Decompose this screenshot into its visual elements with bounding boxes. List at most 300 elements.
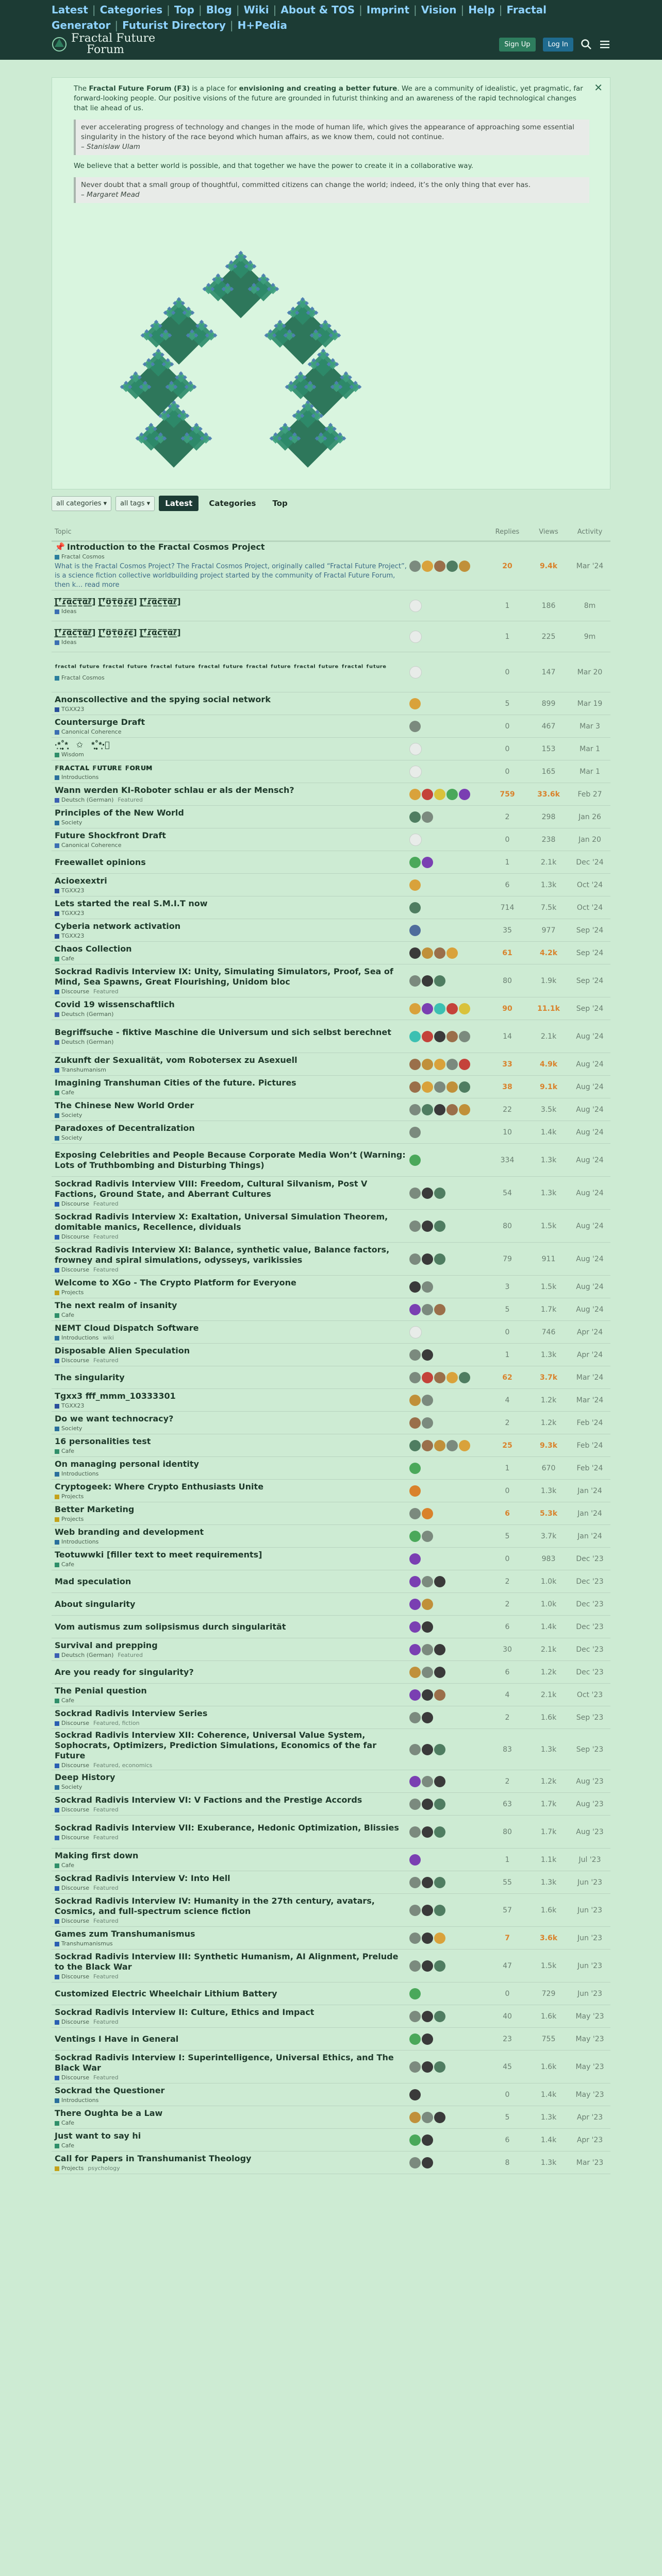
topic-row[interactable] (52, 1412, 610, 1434)
topic-row[interactable] (52, 919, 610, 942)
category-badge[interactable]: Society (55, 1784, 82, 1790)
topic-row[interactable] (52, 1548, 610, 1570)
topic-title[interactable]: Do we want technocracy? (55, 1414, 174, 1423)
topic-title[interactable]: Acioexextri (55, 876, 107, 886)
topic-row[interactable] (52, 692, 610, 715)
topic-title[interactable]: Lets started the real S.M.I.T now (55, 899, 208, 908)
avatar[interactable] (409, 2157, 421, 2168)
avatar[interactable] (409, 1349, 421, 1361)
topic-title[interactable]: Anonscollective and the spying social network (55, 694, 271, 704)
avatar[interactable] (446, 1003, 458, 1014)
topic-title[interactable]: 16 personalities test (55, 1436, 151, 1446)
avatar[interactable] (409, 1104, 421, 1115)
topic-row[interactable] (52, 652, 610, 692)
topic-title[interactable]: Sockrad Radivis Interview IV: Humanity in the 27th century, avatars, Cosmics, and full-spectrum science fiction (55, 1896, 375, 1916)
activity-date[interactable]: Jan '24 (577, 1532, 602, 1540)
avatar[interactable] (434, 1104, 445, 1115)
avatar[interactable] (422, 1599, 433, 1610)
avatar[interactable] (459, 1059, 470, 1070)
avatar[interactable] (409, 811, 421, 823)
avatar[interactable] (422, 1689, 433, 1701)
avatar[interactable] (409, 1440, 421, 1451)
topic-title[interactable]: Call for Papers in Transhumanist Theology (55, 2154, 252, 2163)
toplink-6[interactable]: Imprint (366, 4, 410, 16)
avatar[interactable] (409, 561, 421, 572)
avatar[interactable] (459, 1031, 470, 1042)
close-icon[interactable]: ✕ (594, 81, 603, 94)
topic-title[interactable]: [̲̅ᶠ̲̅ɾ̲̅α̲̅ϲ̲̅τ̲̅α̲̅ℓ̲̅] [̲̅ᶠ̲̅ʊ̲̅τ̲̅ʊ̲̅ɾ̲̅є̲̅] [̲̅ᶠ̲̅ɾ̲̅α̲̅ϲ̲̅τ̲̅α̲̅ℓ̲̅] (55, 597, 181, 606)
avatar[interactable] (422, 1905, 433, 1916)
category-badge[interactable]: Introductions (55, 2097, 98, 2104)
category-badge[interactable]: Discourse (55, 1266, 89, 1273)
topic-row[interactable] (52, 1020, 610, 1053)
login-button[interactable]: Log In (543, 38, 573, 52)
topic-tag[interactable]: wiki (103, 1334, 114, 1341)
topic-title[interactable]: Sockrad Radivis Interview III: Synthetic Humanism, AI Alignment, Prelude to the Black War (55, 1952, 399, 1972)
topic-row[interactable] (52, 1480, 610, 1502)
avatar[interactable] (409, 1744, 421, 1755)
category-badge[interactable]: Discourse (55, 1762, 89, 1769)
topic-title[interactable]: Imagining Transhuman Cities of the future. Pictures (55, 1078, 296, 1088)
topic-tag[interactable]: Featured (93, 1200, 119, 1207)
avatar[interactable] (409, 1395, 421, 1406)
activity-date[interactable]: Mar 1 (580, 767, 600, 776)
topic-row[interactable] (52, 1849, 610, 1871)
topic-title[interactable]: Sockrad Radivis Interview VIII: Freedom, Cultural Silvanism, Post V Factions, Ground State, and Aberrant Cultures (55, 1179, 368, 1199)
avatar[interactable] (409, 925, 421, 936)
topic-row[interactable] (52, 1210, 610, 1243)
toplink-0[interactable]: Latest (52, 4, 88, 16)
avatar[interactable] (422, 1221, 433, 1232)
topic-title[interactable]: [̲̅ᶠ̲̅ɾ̲̅α̲̅ϲ̲̅τ̲̅α̲̅ℓ̲̅] [̲̅ᶠ̲̅ʊ̲̅τ̲̅ʊ̲̅ɾ̲̅є̲̅] [̲̅ᶠ̲̅ɾ̲̅α̲̅ϲ̲̅τ̲̅α̲̅ℓ̲̅] (55, 628, 181, 637)
activity-date[interactable]: Jul '23 (578, 1855, 601, 1864)
activity-date[interactable]: Dec '23 (576, 1668, 604, 1676)
activity-date[interactable]: Aug '24 (576, 1082, 604, 1091)
avatar[interactable] (409, 1417, 421, 1429)
activity-date[interactable]: Mar '24 (576, 1373, 604, 1382)
topic-title[interactable]: The singularity (55, 1372, 125, 1382)
topic-row[interactable] (52, 1684, 610, 1706)
topic-row[interactable] (52, 828, 610, 851)
avatar[interactable] (446, 561, 458, 572)
avatar[interactable] (409, 1059, 421, 1070)
topic-title[interactable]: Customized Electric Wheelchair Lithium Battery (55, 1988, 277, 1998)
category-badge[interactable]: Wisdom (55, 751, 84, 758)
avatar[interactable] (409, 1031, 421, 1042)
avatar[interactable] (409, 1960, 421, 1972)
topic-title[interactable]: Cyberia network activation (55, 921, 181, 931)
topic-title[interactable]: Future Shockfront Draft (55, 831, 166, 840)
topic-row[interactable] (52, 1243, 610, 1276)
activity-date[interactable]: Apr '24 (576, 1328, 603, 1336)
avatar[interactable] (422, 1081, 433, 1093)
topic-title[interactable]: Tgxx3 fff_mmm_10333301 (55, 1391, 176, 1401)
activity-date[interactable]: Jun '23 (577, 1961, 602, 1970)
avatar[interactable] (422, 1003, 433, 1014)
topic-title[interactable]: Games zum Transhumanismus (55, 1929, 195, 1939)
avatar[interactable] (422, 1621, 433, 1633)
avatar[interactable] (422, 1440, 433, 1451)
avatar[interactable] (434, 1689, 445, 1701)
category-badge[interactable]: Canonical Coherence (55, 842, 121, 849)
category-badge[interactable]: Discourse (55, 1973, 89, 1980)
avatar[interactable] (409, 1905, 421, 1916)
category-badge[interactable]: Discourse (55, 2019, 89, 2025)
topic-tag[interactable]: Featured (93, 1266, 119, 1273)
activity-date[interactable]: Apr '24 (576, 1350, 603, 1359)
topic-row[interactable] (52, 806, 610, 828)
category-badge[interactable]: Cafe (55, 1697, 74, 1704)
avatar[interactable] (409, 1081, 421, 1093)
activity-date[interactable]: Dec '23 (576, 1577, 604, 1586)
avatar[interactable] (422, 1776, 433, 1787)
topic-row[interactable] (52, 1076, 610, 1098)
category-badge[interactable]: Introductions (55, 774, 98, 781)
avatar[interactable] (434, 1253, 445, 1265)
activity-date[interactable]: Jan '24 (577, 1509, 602, 1518)
avatar[interactable] (434, 1744, 445, 1755)
topic-row[interactable] (52, 1770, 610, 1793)
avatar[interactable] (422, 1799, 433, 1810)
activity-date[interactable]: Aug '24 (576, 1060, 604, 1069)
category-badge[interactable]: Discourse (55, 1885, 89, 1891)
toplink-1[interactable]: Categories (100, 4, 163, 16)
activity-date[interactable]: Sep '24 (576, 1004, 604, 1013)
avatar[interactable] (422, 1104, 433, 1115)
topic-title[interactable]: Freewallet opinions (55, 857, 146, 867)
category-badge[interactable]: Cafe (55, 1561, 74, 1568)
topic-title[interactable]: There Oughta be a Law (55, 2108, 163, 2118)
topic-row[interactable] (52, 1121, 610, 1144)
topic-row[interactable] (52, 1927, 610, 1950)
toplink-11[interactable]: H+Pedia (237, 19, 287, 31)
search-icon[interactable] (581, 39, 592, 50)
activity-date[interactable]: Apr '23 (576, 2136, 603, 2144)
category-badge[interactable]: Deutsch (German) (55, 796, 113, 803)
category-badge[interactable]: Cafe (55, 1448, 74, 1454)
activity-date[interactable]: Jun '23 (577, 1906, 602, 1914)
avatar[interactable] (434, 2112, 445, 2123)
category-badge[interactable]: Society (55, 1134, 82, 1141)
topic-title[interactable]: Countersurge Draft (55, 717, 145, 727)
avatar[interactable] (434, 1905, 445, 1916)
avatar[interactable] (409, 1799, 421, 1810)
topic-title[interactable]: The Penial question (55, 1686, 147, 1696)
avatar[interactable] (422, 1960, 433, 1972)
topic-title[interactable]: NEMT Cloud Dispatch Software (55, 1323, 199, 1333)
topic-row[interactable] (52, 1276, 610, 1298)
avatar[interactable] (434, 1576, 445, 1587)
toplink-2[interactable]: Top (174, 4, 194, 16)
activity-date[interactable]: Sep '23 (576, 1745, 604, 1754)
avatar[interactable] (409, 789, 421, 800)
topic-row[interactable] (52, 1502, 610, 1525)
topic-tag[interactable]: Featured (93, 1918, 119, 1924)
topic-title[interactable]: Vom autismus zum solipsismus durch singularität (55, 1621, 286, 1632)
topic-title[interactable]: Survival and prepping (55, 1640, 158, 1650)
activity-date[interactable]: Oct '23 (576, 1690, 603, 1699)
category-badge[interactable]: Discourse (55, 1200, 89, 1207)
category-badge[interactable]: Projects (55, 1289, 84, 1296)
activity-date[interactable]: Jun '23 (577, 1989, 602, 1998)
avatar[interactable] (409, 1463, 421, 1474)
toplink-4[interactable]: Wiki (243, 4, 269, 16)
topic-title[interactable]: Cryptogeek: Where Crypto Enthusiasts Unite (55, 1482, 264, 1492)
category-badge[interactable]: Discourse (55, 988, 89, 995)
topic-tag[interactable]: Featured (93, 988, 119, 995)
avatar[interactable] (459, 1104, 470, 1115)
avatar[interactable] (409, 1253, 421, 1265)
avatar[interactable] (409, 698, 421, 709)
avatar[interactable] (409, 1933, 421, 1944)
avatar[interactable] (459, 789, 470, 800)
activity-date[interactable]: Dec '23 (576, 1622, 604, 1631)
activity-date[interactable]: Mar '24 (576, 562, 604, 570)
activity-date[interactable]: Oct '24 (576, 903, 603, 912)
avatar[interactable] (446, 1372, 458, 1383)
activity-date[interactable]: Jun '23 (577, 1934, 602, 1942)
topic-title[interactable]: Sockrad Radivis Interview IX: Unity, Simulating Simulators, Proof, Sea of Mind, Sea Spawns, Great Flourishing, Unidom bloc (55, 967, 393, 987)
category-badge[interactable]: TGXX23 (55, 1402, 84, 1409)
avatar[interactable] (409, 1644, 421, 1655)
topic-tag[interactable]: Featured (93, 1885, 119, 1891)
topic-row[interactable] (52, 2129, 610, 2151)
activity-date[interactable]: May '23 (575, 2035, 604, 2043)
avatar[interactable] (422, 975, 433, 987)
activity-date[interactable]: Jan 20 (578, 835, 601, 844)
site-logo[interactable] (52, 33, 155, 56)
topic-title[interactable]: Wann werden KI-Roboter schlau er als der Mensch? (55, 785, 294, 795)
activity-date[interactable]: Feb '24 (576, 1418, 603, 1427)
avatar[interactable] (409, 879, 421, 891)
avatar[interactable] (422, 2033, 433, 2045)
category-badge[interactable]: Society (55, 819, 82, 826)
avatar[interactable] (434, 1933, 445, 1944)
category-badge[interactable]: Discourse (55, 1720, 89, 1726)
topic-tag[interactable]: Featured (93, 2074, 119, 2081)
avatar[interactable] (434, 1644, 445, 1655)
col-views[interactable]: Views (539, 528, 558, 536)
avatar[interactable] (409, 1599, 421, 1610)
avatar[interactable] (422, 1644, 433, 1655)
category-badge[interactable]: Fractal Cosmos (55, 674, 105, 681)
avatar[interactable] (422, 1417, 433, 1429)
category-badge[interactable]: Cafe (55, 2120, 74, 2126)
topic-tag[interactable]: Featured (93, 1233, 119, 1240)
avatar[interactable] (434, 1776, 445, 1787)
avatar[interactable] (409, 857, 421, 868)
category-badge[interactable]: Canonical Coherence (55, 728, 121, 735)
topic-title[interactable]: Principles of the New World (55, 808, 184, 818)
avatar[interactable] (409, 2112, 421, 2123)
avatar[interactable] (446, 947, 458, 959)
category-badge[interactable]: Society (55, 1425, 82, 1432)
avatar[interactable] (434, 1960, 445, 1972)
avatar[interactable] (409, 1221, 421, 1232)
category-badge[interactable]: Discourse (55, 1806, 89, 1813)
activity-date[interactable]: Jun '23 (577, 1878, 602, 1887)
categories-dropdown[interactable]: all categories ▾ (52, 496, 111, 511)
avatar[interactable] (459, 1081, 470, 1093)
avatar[interactable] (422, 1877, 433, 1888)
category-badge[interactable]: Discourse (55, 1233, 89, 1240)
topic-row[interactable] (52, 1638, 610, 1661)
activity-date[interactable]: Dec '24 (576, 858, 604, 867)
avatar[interactable] (409, 1372, 421, 1383)
avatar[interactable] (409, 1531, 421, 1542)
avatar[interactable] (434, 789, 445, 800)
avatar[interactable] (422, 1826, 433, 1838)
avatar[interactable] (434, 1031, 445, 1042)
topic-title[interactable]: Zukunft der Sexualität, vom Robotersex zu Asexuell (55, 1055, 297, 1065)
avatar[interactable] (409, 721, 421, 732)
activity-date[interactable]: May '23 (575, 2012, 604, 2021)
topic-row[interactable] (52, 783, 610, 806)
avatar[interactable] (422, 1059, 433, 1070)
topic-title[interactable]: The Chinese New World Order (55, 1100, 194, 1110)
toplink-10[interactable]: Futurist Directory (122, 19, 226, 31)
activity-date[interactable]: Aug '24 (576, 1105, 604, 1114)
category-badge[interactable]: Ideas (55, 639, 76, 646)
avatar[interactable] (409, 1776, 421, 1787)
activity-date[interactable]: Dec '23 (576, 1554, 604, 1563)
avatar[interactable] (434, 1059, 445, 1070)
avatar[interactable] (422, 2134, 433, 2146)
topic-title[interactable]: Disposable Alien Speculation (55, 1346, 190, 1355)
topic-title[interactable]: Covid 19 wissenschaftlich (55, 999, 175, 1009)
toplink-5[interactable]: About & TOS (280, 4, 355, 16)
toplink-9[interactable]: Fractal Generator (52, 4, 547, 31)
activity-date[interactable]: Mar 1 (580, 744, 600, 753)
avatar[interactable] (422, 947, 433, 959)
avatar[interactable] (446, 1031, 458, 1042)
topic-row[interactable] (52, 760, 610, 783)
topic-row[interactable] (52, 715, 610, 738)
topic-row[interactable] (52, 1321, 610, 1344)
category-badge[interactable]: Discourse (55, 2074, 89, 2081)
avatar[interactable] (434, 975, 445, 987)
activity-date[interactable]: Feb 27 (577, 790, 602, 799)
activity-date[interactable]: Feb '24 (576, 1441, 603, 1450)
topic-row[interactable] (52, 542, 610, 590)
category-badge[interactable]: Deutsch (German) (55, 1652, 113, 1658)
avatar[interactable] (409, 2061, 421, 2073)
topic-title[interactable]: Mad speculation (55, 1576, 131, 1586)
activity-date[interactable]: Feb '24 (576, 1464, 603, 1472)
avatar[interactable] (434, 1799, 445, 1810)
topic-row[interactable] (52, 1950, 610, 1982)
topic-row[interactable] (52, 964, 610, 997)
topic-tag[interactable]: Featured, fiction (93, 1720, 140, 1726)
avatar[interactable] (409, 2134, 421, 2146)
activity-date[interactable]: 9m (584, 632, 596, 641)
avatar[interactable] (409, 1689, 421, 1701)
topic-row[interactable] (52, 2005, 610, 2028)
category-badge[interactable]: Projects (55, 2165, 84, 2172)
avatar[interactable] (422, 2061, 433, 2073)
activity-date[interactable]: Dec '23 (576, 1600, 604, 1608)
topic-title[interactable]: 📌 Introduction to the Fractal Cosmos Project (55, 542, 265, 552)
category-badge[interactable]: Deutsch (German) (55, 1039, 113, 1045)
activity-date[interactable]: Sep '23 (576, 1713, 604, 1722)
topic-title[interactable]: Sockrad Radivis Interview VI: V Factions and the Prestige Accords (55, 1795, 362, 1805)
avatar[interactable] (422, 1712, 433, 1723)
toplink-8[interactable]: Help (468, 4, 495, 16)
avatar[interactable] (422, 1304, 433, 1315)
avatar[interactable] (459, 1372, 470, 1383)
topic-title[interactable]: Web branding and development (55, 1527, 204, 1537)
category-badge[interactable]: Transhumanism (55, 1066, 106, 1073)
topic-row[interactable] (52, 1982, 610, 2005)
topic-row[interactable] (52, 1144, 610, 1177)
avatar[interactable] (409, 1003, 421, 1014)
topic-title[interactable]: About singularity (55, 1599, 136, 1609)
topic-tag[interactable]: Featured (93, 1806, 119, 1813)
activity-date[interactable]: Mar '23 (576, 2158, 604, 2167)
avatar[interactable] (459, 1003, 470, 1014)
avatar[interactable] (409, 1508, 421, 1519)
activity-date[interactable]: Aug '23 (576, 1800, 604, 1808)
topic-row[interactable] (52, 1434, 610, 1457)
avatar[interactable] (422, 789, 433, 800)
topic-row[interactable] (52, 1053, 610, 1076)
topic-title[interactable]: Ventings I Have in General (55, 2033, 179, 2044)
avatar[interactable] (434, 2061, 445, 2073)
topic-tag[interactable]: Featured (93, 1834, 119, 1841)
signup-button[interactable]: Sign Up (499, 38, 535, 52)
topic-row[interactable] (52, 1177, 610, 1210)
avatar[interactable] (422, 1281, 433, 1293)
topic-row[interactable] (52, 1871, 610, 1894)
topic-title[interactable]: Sockrad Radivis Interview Series (55, 1708, 208, 1718)
category-badge[interactable]: Ideas (55, 608, 76, 615)
avatar[interactable] (434, 1221, 445, 1232)
activity-date[interactable]: Aug '24 (576, 1255, 604, 1263)
avatar[interactable] (434, 1667, 445, 1678)
topic-title[interactable]: Deep History (55, 1772, 115, 1782)
avatar[interactable] (446, 1059, 458, 1070)
avatar[interactable] (409, 666, 422, 679)
activity-date[interactable]: Mar 20 (577, 668, 603, 676)
tab-top[interactable]: Top (272, 499, 288, 508)
topic-tag[interactable]: Featured (93, 1357, 119, 1364)
activity-date[interactable]: Aug '24 (576, 1032, 604, 1041)
avatar[interactable] (409, 2033, 421, 2045)
topic-title[interactable]: Sockrad Radivis Interview I: Superintelligence, Universal Ethics, and The Black War (55, 2053, 394, 2073)
avatar[interactable] (409, 1988, 421, 1999)
activity-date[interactable]: Sep '24 (576, 976, 604, 985)
avatar[interactable] (409, 1281, 421, 1293)
avatar[interactable] (446, 789, 458, 800)
activity-date[interactable]: May '23 (575, 2062, 604, 2071)
avatar[interactable] (409, 1553, 421, 1565)
avatar[interactable] (409, 1826, 421, 1838)
category-badge[interactable]: Fractal Cosmos (55, 553, 105, 560)
avatar[interactable] (422, 1349, 433, 1361)
topic-title[interactable]: Sockrad Radivis Interview II: Culture, Ethics and Impact (55, 2007, 315, 2017)
avatar[interactable] (434, 1003, 445, 1014)
category-badge[interactable]: TGXX23 (55, 933, 84, 939)
category-badge[interactable]: Introductions (55, 1470, 98, 1477)
activity-date[interactable]: Jan 26 (578, 812, 601, 821)
topic-title[interactable]: Sockrad Radivis Interview XII: Coherence, Universal Value System, Sophocrats, Optimizers, Prediction Simulations, Economics of the far Future (55, 1730, 377, 1760)
topic-row[interactable] (52, 2050, 610, 2083)
avatar[interactable] (409, 975, 421, 987)
topic-row[interactable] (52, 997, 610, 1020)
topic-title[interactable]: Welcome to XGo - The Crypto Platform for Everyone (55, 1278, 296, 1287)
avatar[interactable] (434, 1081, 445, 1093)
topic-row[interactable] (52, 1661, 610, 1684)
